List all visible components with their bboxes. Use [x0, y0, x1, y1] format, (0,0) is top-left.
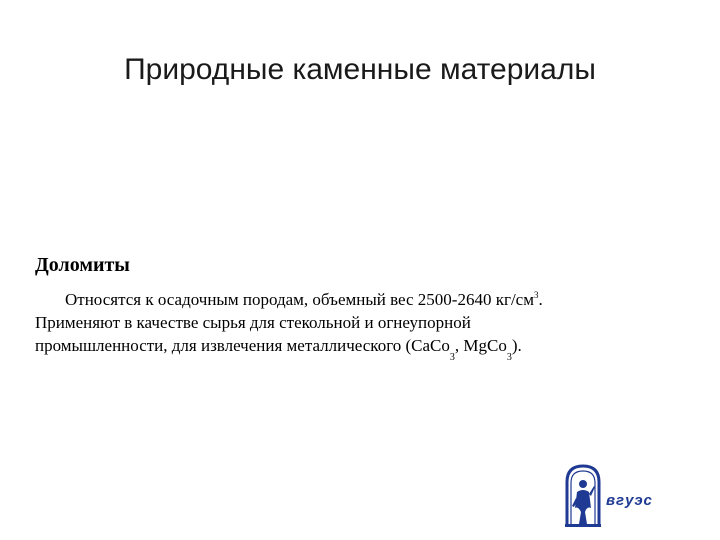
body-line-1: Относятся к осадочным породам, объемный вес 2500-2640 кг/см — [65, 290, 534, 309]
formula-subscript-1: 3 — [449, 352, 455, 363]
slide-title: Природные каменные материалы — [124, 53, 596, 86]
formula-end: ). — [511, 336, 522, 355]
formula-subscript-2: 3 — [506, 352, 512, 363]
formula-middle: , MgCo — [454, 336, 507, 355]
university-emblem-icon — [563, 462, 603, 528]
section-heading: Доломиты — [35, 254, 130, 276]
university-logo — [563, 462, 675, 528]
body-line-1-end: . — [538, 290, 543, 309]
body-line-3: промышленности, для извлечения металлического (CaCo — [35, 336, 450, 355]
unit-superscript: 3 — [533, 290, 539, 300]
body-line-2: Применяют в качестве сырья для стекольной и огнеупорной — [35, 313, 471, 332]
slide-content — [35, 252, 695, 363]
logo-text: вгуэс — [606, 492, 653, 509]
body-paragraph — [35, 288, 695, 363]
